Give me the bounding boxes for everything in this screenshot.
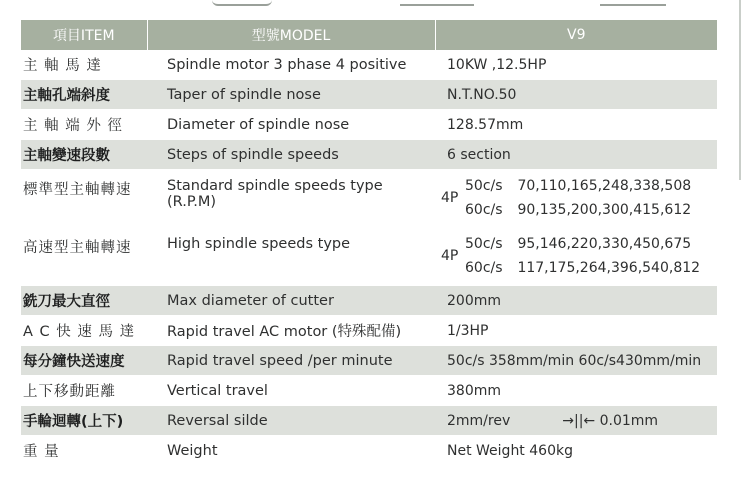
row-label-en: Steps of spindle speeds: [147, 140, 435, 170]
row-label-en: Rapid travel speed /per minute: [147, 346, 435, 376]
speed-values: [435, 228, 717, 286]
top-decoration: [600, 0, 666, 6]
row-value: 10KW ,12.5HP: [435, 50, 717, 80]
row-label-en: Standard spindle speeds type (R.P.M): [167, 178, 383, 210]
spec-table-header: [21, 20, 717, 50]
speed-line-50hz: [465, 236, 691, 252]
row-label-en: Spindle motor 3 phase 4 positive: [147, 50, 435, 80]
row-label-zh: 標準型主軸轉速: [23, 182, 132, 198]
table-row: [21, 110, 717, 140]
table-row: [21, 80, 717, 110]
table-row: [21, 376, 717, 406]
row-label-zh: 銑刀最大直徑: [21, 286, 147, 316]
row-value: 50c/s 358mm/min 60c/s430mm/min: [435, 346, 717, 376]
table-row-high-speeds: [21, 228, 717, 286]
header-value: V9: [435, 20, 717, 50]
spec-table: [21, 20, 717, 466]
speed-list: 95,146,220,330,450,675: [517, 236, 692, 252]
row-label-zh: 高速型主軸轉速: [23, 240, 132, 256]
row-label-zh: 主 軸 端 外 徑: [21, 110, 147, 140]
table-row: [21, 316, 717, 346]
row-value: 6 section: [435, 140, 717, 170]
pole-tag: 4P: [441, 190, 459, 206]
speed-list: 70,110,165,248,338,508: [517, 178, 692, 194]
frequency-label: 60c/s: [465, 260, 503, 276]
header-model: 型號MODEL: [147, 20, 435, 50]
table-row: [21, 286, 717, 316]
row-label-en: Weight: [147, 436, 435, 466]
speed-list: 117,175,264,396,540,812: [517, 260, 701, 276]
reversal-tolerance: →||← 0.01mm: [562, 412, 659, 429]
row-value: Net Weight 460kg: [435, 436, 717, 466]
speed-line-50hz: [465, 178, 691, 194]
pole-tag: 4P: [441, 248, 459, 264]
frequency-label: 50c/s: [465, 178, 503, 194]
row-label-zh: 手輪迴轉(上下): [21, 406, 147, 436]
row-label-zh: 重 量: [21, 436, 147, 466]
speed-list: 90,135,200,300,415,612: [517, 202, 692, 218]
reversal-value: 2mm/rev: [447, 412, 511, 429]
row-label-en: Rapid travel AC motor (特殊配備): [147, 316, 435, 346]
row-label-en: Reversal silde: [147, 406, 435, 436]
row-label-en: High spindle speeds type: [167, 236, 351, 252]
row-value: 200mm: [435, 286, 717, 316]
row-value: N.T.NO.50: [435, 80, 717, 110]
row-label-zh: 上下移動距離: [21, 376, 147, 406]
row-label-en: Vertical travel: [147, 376, 435, 406]
row-value: [435, 406, 717, 436]
table-row: [21, 346, 717, 376]
row-label-zh: 主 軸 馬 達: [21, 50, 147, 80]
top-decoration: [212, 0, 272, 6]
row-value: 1/3HP: [435, 316, 717, 346]
top-decoration: [400, 0, 474, 6]
speed-values: [435, 170, 717, 229]
row-value: 128.57mm: [435, 110, 717, 140]
row-label-en: Max diameter of cutter: [147, 286, 435, 316]
header-item: 項目ITEM: [21, 20, 147, 50]
row-label-en: Diameter of spindle nose: [147, 110, 435, 140]
table-row: [21, 140, 717, 170]
table-row-standard-speeds: [21, 170, 717, 229]
frequency-label: 50c/s: [465, 236, 503, 252]
row-label-en: Taper of spindle nose: [147, 80, 435, 110]
row-value: 380mm: [435, 376, 717, 406]
table-row: [21, 436, 717, 466]
table-row: [21, 406, 717, 436]
row-label-zh: A C 快 速 馬 達: [21, 316, 147, 346]
speed-line-60hz: [465, 202, 691, 218]
row-label-zh: 主軸變速段數: [21, 140, 147, 170]
row-label-zh: 主軸孔端斜度: [21, 80, 147, 110]
frequency-label: 60c/s: [465, 202, 503, 218]
row-label-zh: 每分鐘快送速度: [21, 346, 147, 376]
speed-line-60hz: [465, 260, 700, 276]
table-row: [21, 50, 717, 80]
